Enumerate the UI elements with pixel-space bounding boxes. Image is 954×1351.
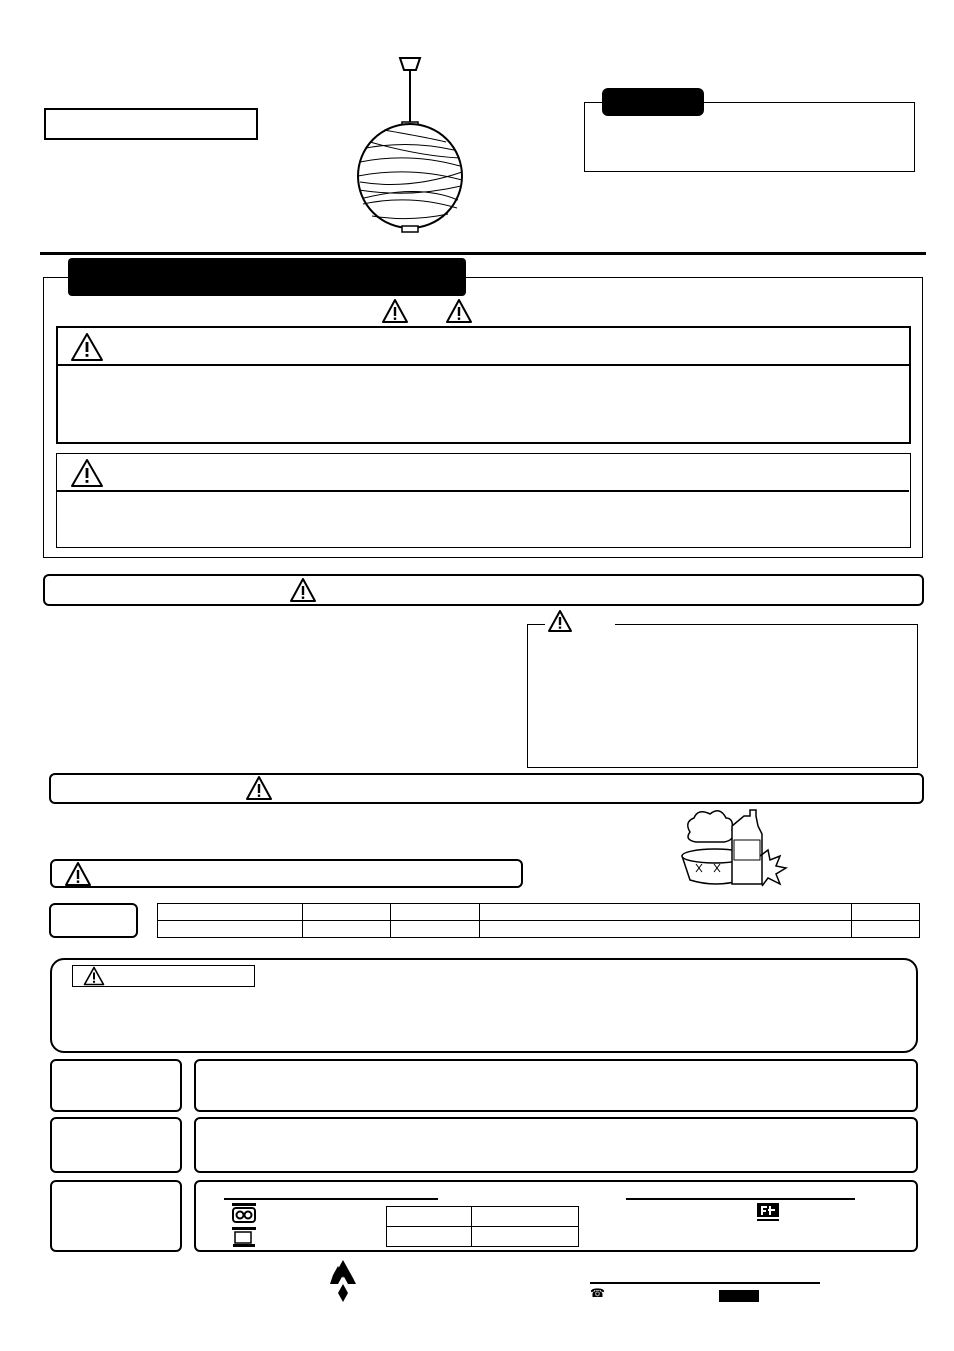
contact-table-cell — [472, 1227, 579, 1247]
safety-title-bar — [68, 258, 466, 296]
freecall-logo-icon — [757, 1203, 779, 1222]
footer-underline — [590, 1282, 820, 1284]
spec-value-cell — [480, 921, 852, 938]
solvent-prohibited-illustration — [676, 804, 788, 890]
spec-header-cell — [391, 904, 480, 921]
spec-value-cell — [303, 921, 391, 938]
spec-header-cell — [480, 904, 852, 921]
notice-tab — [602, 88, 704, 116]
spec-header-cell — [158, 904, 303, 921]
side-note-box — [527, 624, 918, 768]
contact-table-cell — [387, 1207, 472, 1227]
contact-table-cell — [472, 1207, 579, 1227]
spec-value-cell — [852, 921, 920, 938]
bottom-notice-warning-icon — [83, 966, 105, 986]
spec-header-cell — [852, 904, 920, 921]
row1-label-box — [50, 1059, 182, 1112]
contact-table-row — [387, 1227, 579, 1247]
contact-underline-left — [224, 1198, 438, 1200]
warning-divider — [58, 364, 909, 366]
specs-table — [157, 903, 920, 938]
install-bar — [43, 574, 924, 606]
company-logo-icon — [330, 1260, 356, 1302]
phone-icon: ☎ — [590, 1286, 605, 1300]
row1-body-box — [194, 1059, 918, 1112]
warning-block — [56, 326, 911, 444]
caution-icon — [445, 298, 473, 324]
model-name-box — [44, 108, 258, 140]
contact-underline-right — [626, 1198, 855, 1200]
contact-table-cell — [387, 1227, 472, 1247]
specs-label-box — [49, 903, 138, 938]
specs-value-row — [158, 921, 920, 938]
cleaning-warning-icon — [64, 861, 92, 887]
spec-value-cell — [158, 921, 303, 938]
freedial-icon — [232, 1203, 256, 1225]
spec-value-cell — [391, 921, 480, 938]
header-divider — [40, 252, 926, 255]
warning-heading-icon — [70, 332, 104, 362]
side-note-warning-icon — [547, 609, 573, 633]
usage-warning-icon — [245, 775, 273, 801]
pendant-lamp-illustration — [350, 52, 470, 237]
usage-bar — [49, 773, 924, 804]
caution-divider — [57, 490, 909, 492]
row3-label-box — [50, 1180, 182, 1252]
specs-header-row — [158, 904, 920, 921]
caution-block — [56, 453, 911, 548]
contact-table-row — [387, 1207, 579, 1227]
computer-icon — [232, 1227, 256, 1249]
warning-icon — [381, 298, 409, 324]
footer-black-badge — [719, 1290, 759, 1302]
spec-header-cell — [303, 904, 391, 921]
caution-heading-icon — [70, 458, 104, 488]
row2-body-box — [194, 1117, 918, 1173]
install-warning-icon — [289, 577, 317, 603]
row2-label-box — [50, 1117, 182, 1173]
cleaning-bar — [50, 859, 523, 888]
contact-table — [386, 1206, 579, 1247]
